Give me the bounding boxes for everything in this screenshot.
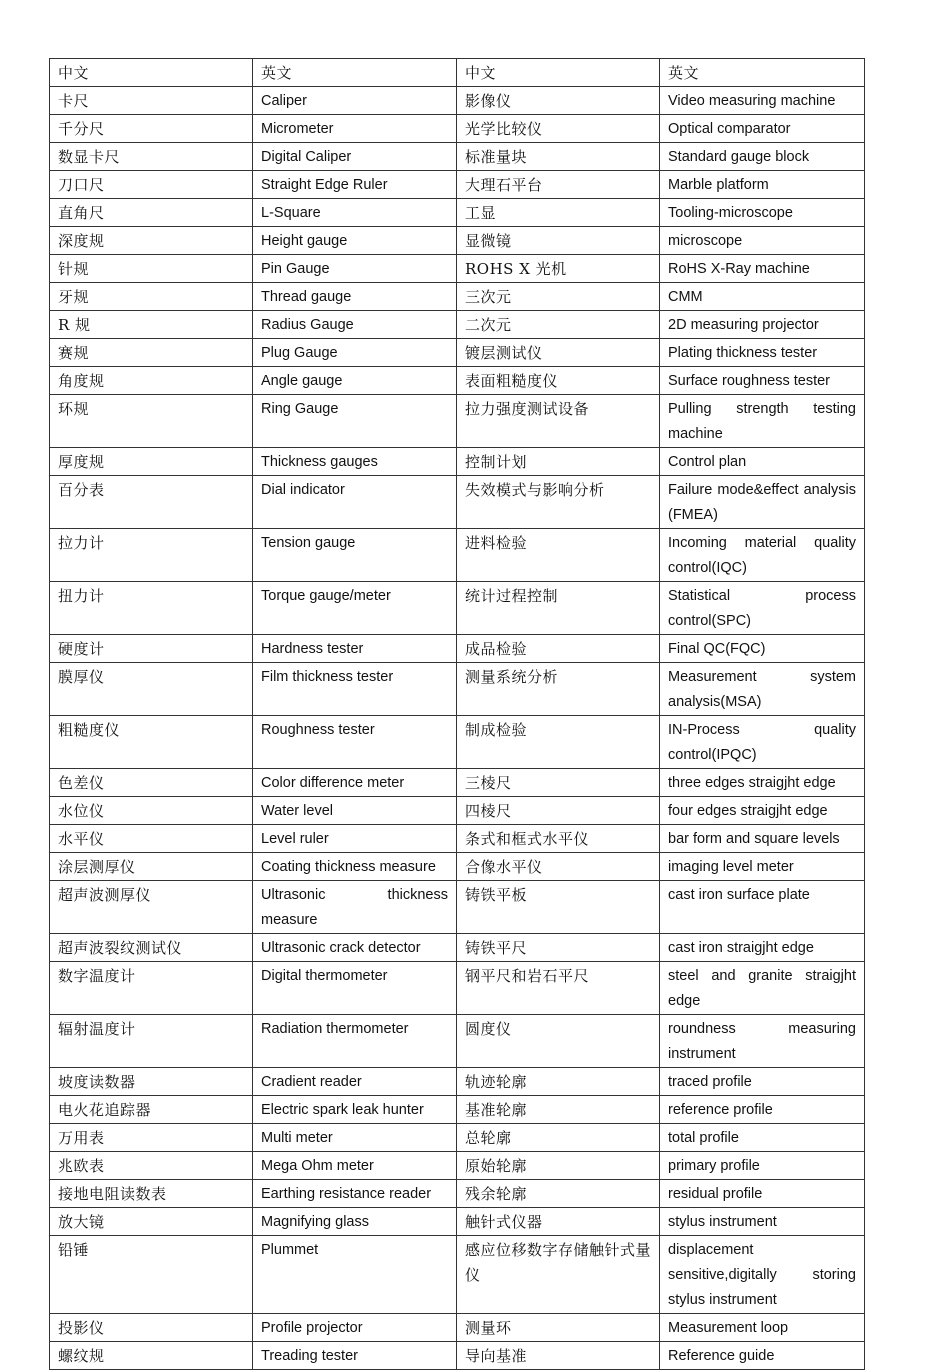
english-term-cell: Marble platform — [660, 171, 865, 199]
chinese-term-cell: 残余轮廓 — [457, 1180, 660, 1208]
english-term-cell: Statistical process control(SPC) — [660, 582, 865, 635]
table-row — [50, 716, 865, 769]
chinese-term-cell: 钢平尺和岩石平尺 — [457, 962, 660, 1015]
english-term-cell: total profile — [660, 1124, 865, 1152]
table-row — [50, 1152, 865, 1180]
table-row — [50, 962, 865, 1015]
table-row — [50, 1124, 865, 1152]
chinese-term-cell: 拉力计 — [50, 529, 253, 582]
chinese-term-cell: 扭力计 — [50, 582, 253, 635]
chinese-term-cell: 触针式仪器 — [457, 1208, 660, 1236]
english-term-cell: Measurement loop — [660, 1314, 865, 1342]
chinese-term-cell: 合像水平仪 — [457, 853, 660, 881]
english-term-cell: Straight Edge Ruler — [253, 171, 457, 199]
english-term-cell: Pin Gauge — [253, 255, 457, 283]
chinese-term-cell: 四棱尺 — [457, 797, 660, 825]
chinese-term-cell: 铸铁平尺 — [457, 934, 660, 962]
chinese-term-cell: 粗糙度仪 — [50, 716, 253, 769]
chinese-term-cell: 水位仪 — [50, 797, 253, 825]
table-row — [50, 529, 865, 582]
table-row — [50, 825, 865, 853]
chinese-term-cell: 投影仪 — [50, 1314, 253, 1342]
table-row — [50, 1236, 865, 1314]
english-term-cell: Thickness gauges — [253, 448, 457, 476]
english-term-cell: cast iron straigjht edge — [660, 934, 865, 962]
chinese-term-cell: 万用表 — [50, 1124, 253, 1152]
chinese-term-cell: 超声波测厚仪 — [50, 881, 253, 934]
english-term-cell: Plating thickness tester — [660, 339, 865, 367]
english-term-cell: Control plan — [660, 448, 865, 476]
chinese-term-cell: 感应位移数字存储触针式量仪 — [457, 1236, 660, 1314]
english-term-cell: Roughness tester — [253, 716, 457, 769]
chinese-term-cell: 测量系统分析 — [457, 663, 660, 716]
chinese-term-cell: 制成检验 — [457, 716, 660, 769]
table-row — [50, 199, 865, 227]
english-term-cell: Final QC(FQC) — [660, 635, 865, 663]
english-term-cell: Color difference meter — [253, 769, 457, 797]
chinese-term-cell: 显微镜 — [457, 227, 660, 255]
english-term-cell: Failure mode&effect analysis (FMEA) — [660, 476, 865, 529]
english-term-cell: steel and granite straigjht edge — [660, 962, 865, 1015]
chinese-term-cell: 牙规 — [50, 283, 253, 311]
chinese-term-cell: 深度规 — [50, 227, 253, 255]
english-term-cell: reference profile — [660, 1096, 865, 1124]
chinese-term-cell: 基准轮廓 — [457, 1096, 660, 1124]
english-term-cell: Coating thickness measure — [253, 853, 457, 881]
table-row — [50, 395, 865, 448]
table-row — [50, 1342, 865, 1370]
chinese-term-cell: 工显 — [457, 199, 660, 227]
table-row — [50, 476, 865, 529]
chinese-term-cell: 光学比较仪 — [457, 115, 660, 143]
chinese-term-cell: 接地电阻读数表 — [50, 1180, 253, 1208]
english-term-cell: Dial indicator — [253, 476, 457, 529]
table-header-row — [50, 59, 865, 87]
english-term-cell: RoHS X-Ray machine — [660, 255, 865, 283]
chinese-term-cell: 赛规 — [50, 339, 253, 367]
english-term-cell: Tension gauge — [253, 529, 457, 582]
table-row — [50, 171, 865, 199]
english-term-cell: Water level — [253, 797, 457, 825]
table-row — [50, 1314, 865, 1342]
header-english-1: 英文 — [253, 59, 457, 87]
header-english-2: 英文 — [660, 59, 865, 87]
english-term-cell: Ultrasonic crack detector — [253, 934, 457, 962]
table-row — [50, 115, 865, 143]
table-row — [50, 1015, 865, 1068]
table-row — [50, 1180, 865, 1208]
chinese-term-cell: ROHS X 光机 — [457, 255, 660, 283]
chinese-term-cell: 控制计划 — [457, 448, 660, 476]
english-term-cell: Level ruler — [253, 825, 457, 853]
english-term-cell: cast iron surface plate — [660, 881, 865, 934]
chinese-term-cell: 电火花追踪器 — [50, 1096, 253, 1124]
table-row — [50, 227, 865, 255]
english-term-cell: Radiation thermometer — [253, 1015, 457, 1068]
table-row — [50, 881, 865, 934]
english-term-cell: Electric spark leak hunter — [253, 1096, 457, 1124]
english-term-cell: stylus instrument — [660, 1208, 865, 1236]
chinese-term-cell: 水平仪 — [50, 825, 253, 853]
chinese-term-cell: 失效模式与影响分析 — [457, 476, 660, 529]
chinese-term-cell: 数显卡尺 — [50, 143, 253, 171]
chinese-term-cell: 镀层测试仪 — [457, 339, 660, 367]
table-row — [50, 87, 865, 115]
english-term-cell: Incoming material quality control(IQC) — [660, 529, 865, 582]
english-term-cell: Ring Gauge — [253, 395, 457, 448]
table-row — [50, 934, 865, 962]
english-term-cell: Plug Gauge — [253, 339, 457, 367]
table-row — [50, 448, 865, 476]
english-term-cell: Ultrasonic thickness measure — [253, 881, 457, 934]
english-term-cell: Digital thermometer — [253, 962, 457, 1015]
english-term-cell: Caliper — [253, 87, 457, 115]
english-term-cell: Hardness tester — [253, 635, 457, 663]
table-row — [50, 311, 865, 339]
english-term-cell: Magnifying glass — [253, 1208, 457, 1236]
english-term-cell: imaging level meter — [660, 853, 865, 881]
chinese-term-cell: 三棱尺 — [457, 769, 660, 797]
english-term-cell: Standard gauge block — [660, 143, 865, 171]
table-row — [50, 769, 865, 797]
chinese-term-cell: 影像仪 — [457, 87, 660, 115]
chinese-term-cell: 涂层测厚仪 — [50, 853, 253, 881]
chinese-term-cell: 放大镜 — [50, 1208, 253, 1236]
english-term-cell: Plummet — [253, 1236, 457, 1314]
english-term-cell: displacement sensitive,digitally storing stylus instrument — [660, 1236, 865, 1314]
table-row — [50, 1068, 865, 1096]
chinese-term-cell: 兆欧表 — [50, 1152, 253, 1180]
chinese-term-cell: 卡尺 — [50, 87, 253, 115]
english-term-cell: Profile projector — [253, 1314, 457, 1342]
english-term-cell: Earthing resistance reader — [253, 1180, 457, 1208]
english-term-cell: L-Square — [253, 199, 457, 227]
table-body — [50, 87, 865, 1370]
english-term-cell: Multi meter — [253, 1124, 457, 1152]
table-row — [50, 582, 865, 635]
chinese-term-cell: 标准量块 — [457, 143, 660, 171]
chinese-term-cell: 圆度仪 — [457, 1015, 660, 1068]
chinese-term-cell: 螺纹规 — [50, 1342, 253, 1370]
english-term-cell: primary profile — [660, 1152, 865, 1180]
english-term-cell: Mega Ohm meter — [253, 1152, 457, 1180]
chinese-term-cell: 辐射温度计 — [50, 1015, 253, 1068]
english-term-cell: traced profile — [660, 1068, 865, 1096]
table-row — [50, 1096, 865, 1124]
table-row — [50, 853, 865, 881]
glossary-table — [49, 58, 865, 1370]
chinese-term-cell: 三次元 — [457, 283, 660, 311]
table-row — [50, 339, 865, 367]
table-row — [50, 143, 865, 171]
chinese-term-cell: 铅锤 — [50, 1236, 253, 1314]
chinese-term-cell: 厚度规 — [50, 448, 253, 476]
header-chinese-1: 中文 — [50, 59, 253, 87]
chinese-term-cell: 百分表 — [50, 476, 253, 529]
chinese-term-cell: 硬度计 — [50, 635, 253, 663]
chinese-term-cell: 超声波裂纹测试仪 — [50, 934, 253, 962]
chinese-term-cell: 色差仪 — [50, 769, 253, 797]
english-term-cell: four edges straigjht edge — [660, 797, 865, 825]
english-term-cell: Pulling strength testing machine — [660, 395, 865, 448]
chinese-term-cell: 条式和框式水平仪 — [457, 825, 660, 853]
table-row — [50, 255, 865, 283]
english-term-cell: three edges straigjht edge — [660, 769, 865, 797]
english-term-cell: Tooling-microscope — [660, 199, 865, 227]
table-row — [50, 283, 865, 311]
table-row — [50, 367, 865, 395]
chinese-term-cell: 膜厚仪 — [50, 663, 253, 716]
english-term-cell: Thread gauge — [253, 283, 457, 311]
english-term-cell: 2D measuring projector — [660, 311, 865, 339]
english-term-cell: Torque gauge/meter — [253, 582, 457, 635]
chinese-term-cell: 测量环 — [457, 1314, 660, 1342]
english-term-cell: Micrometer — [253, 115, 457, 143]
header-chinese-2: 中文 — [457, 59, 660, 87]
english-term-cell: Digital Caliper — [253, 143, 457, 171]
english-term-cell: Treading tester — [253, 1342, 457, 1370]
chinese-term-cell: 轨迹轮廓 — [457, 1068, 660, 1096]
english-term-cell: microscope — [660, 227, 865, 255]
table-row — [50, 797, 865, 825]
chinese-term-cell: 进料检验 — [457, 529, 660, 582]
chinese-term-cell: 统计过程控制 — [457, 582, 660, 635]
chinese-term-cell: 铸铁平板 — [457, 881, 660, 934]
english-term-cell: roundness measuring instrument — [660, 1015, 865, 1068]
table-row — [50, 635, 865, 663]
english-term-cell: Cradient reader — [253, 1068, 457, 1096]
chinese-term-cell: 坡度读数器 — [50, 1068, 253, 1096]
chinese-term-cell: R 规 — [50, 311, 253, 339]
chinese-term-cell: 导向基准 — [457, 1342, 660, 1370]
chinese-term-cell: 环规 — [50, 395, 253, 448]
english-term-cell: CMM — [660, 283, 865, 311]
chinese-term-cell: 直角尺 — [50, 199, 253, 227]
chinese-term-cell: 拉力强度测试设备 — [457, 395, 660, 448]
chinese-term-cell: 刀口尺 — [50, 171, 253, 199]
english-term-cell: residual profile — [660, 1180, 865, 1208]
english-term-cell: Surface roughness tester — [660, 367, 865, 395]
english-term-cell: Video measuring machine — [660, 87, 865, 115]
english-term-cell: bar form and square levels — [660, 825, 865, 853]
english-term-cell: Angle gauge — [253, 367, 457, 395]
english-term-cell: Measurement system analysis(MSA) — [660, 663, 865, 716]
chinese-term-cell: 总轮廓 — [457, 1124, 660, 1152]
chinese-term-cell: 数字温度计 — [50, 962, 253, 1015]
chinese-term-cell: 大理石平台 — [457, 171, 660, 199]
table-row — [50, 663, 865, 716]
english-term-cell: Radius Gauge — [253, 311, 457, 339]
chinese-term-cell: 千分尺 — [50, 115, 253, 143]
english-term-cell: Reference guide — [660, 1342, 865, 1370]
chinese-term-cell: 原始轮廓 — [457, 1152, 660, 1180]
chinese-term-cell: 针规 — [50, 255, 253, 283]
chinese-term-cell: 成品检验 — [457, 635, 660, 663]
chinese-term-cell: 二次元 — [457, 311, 660, 339]
chinese-term-cell: 角度规 — [50, 367, 253, 395]
english-term-cell: Film thickness tester — [253, 663, 457, 716]
chinese-term-cell: 表面粗糙度仪 — [457, 367, 660, 395]
table-row — [50, 1208, 865, 1236]
english-term-cell: Height gauge — [253, 227, 457, 255]
english-term-cell: Optical comparator — [660, 115, 865, 143]
english-term-cell: IN-Process quality control(IPQC) — [660, 716, 865, 769]
